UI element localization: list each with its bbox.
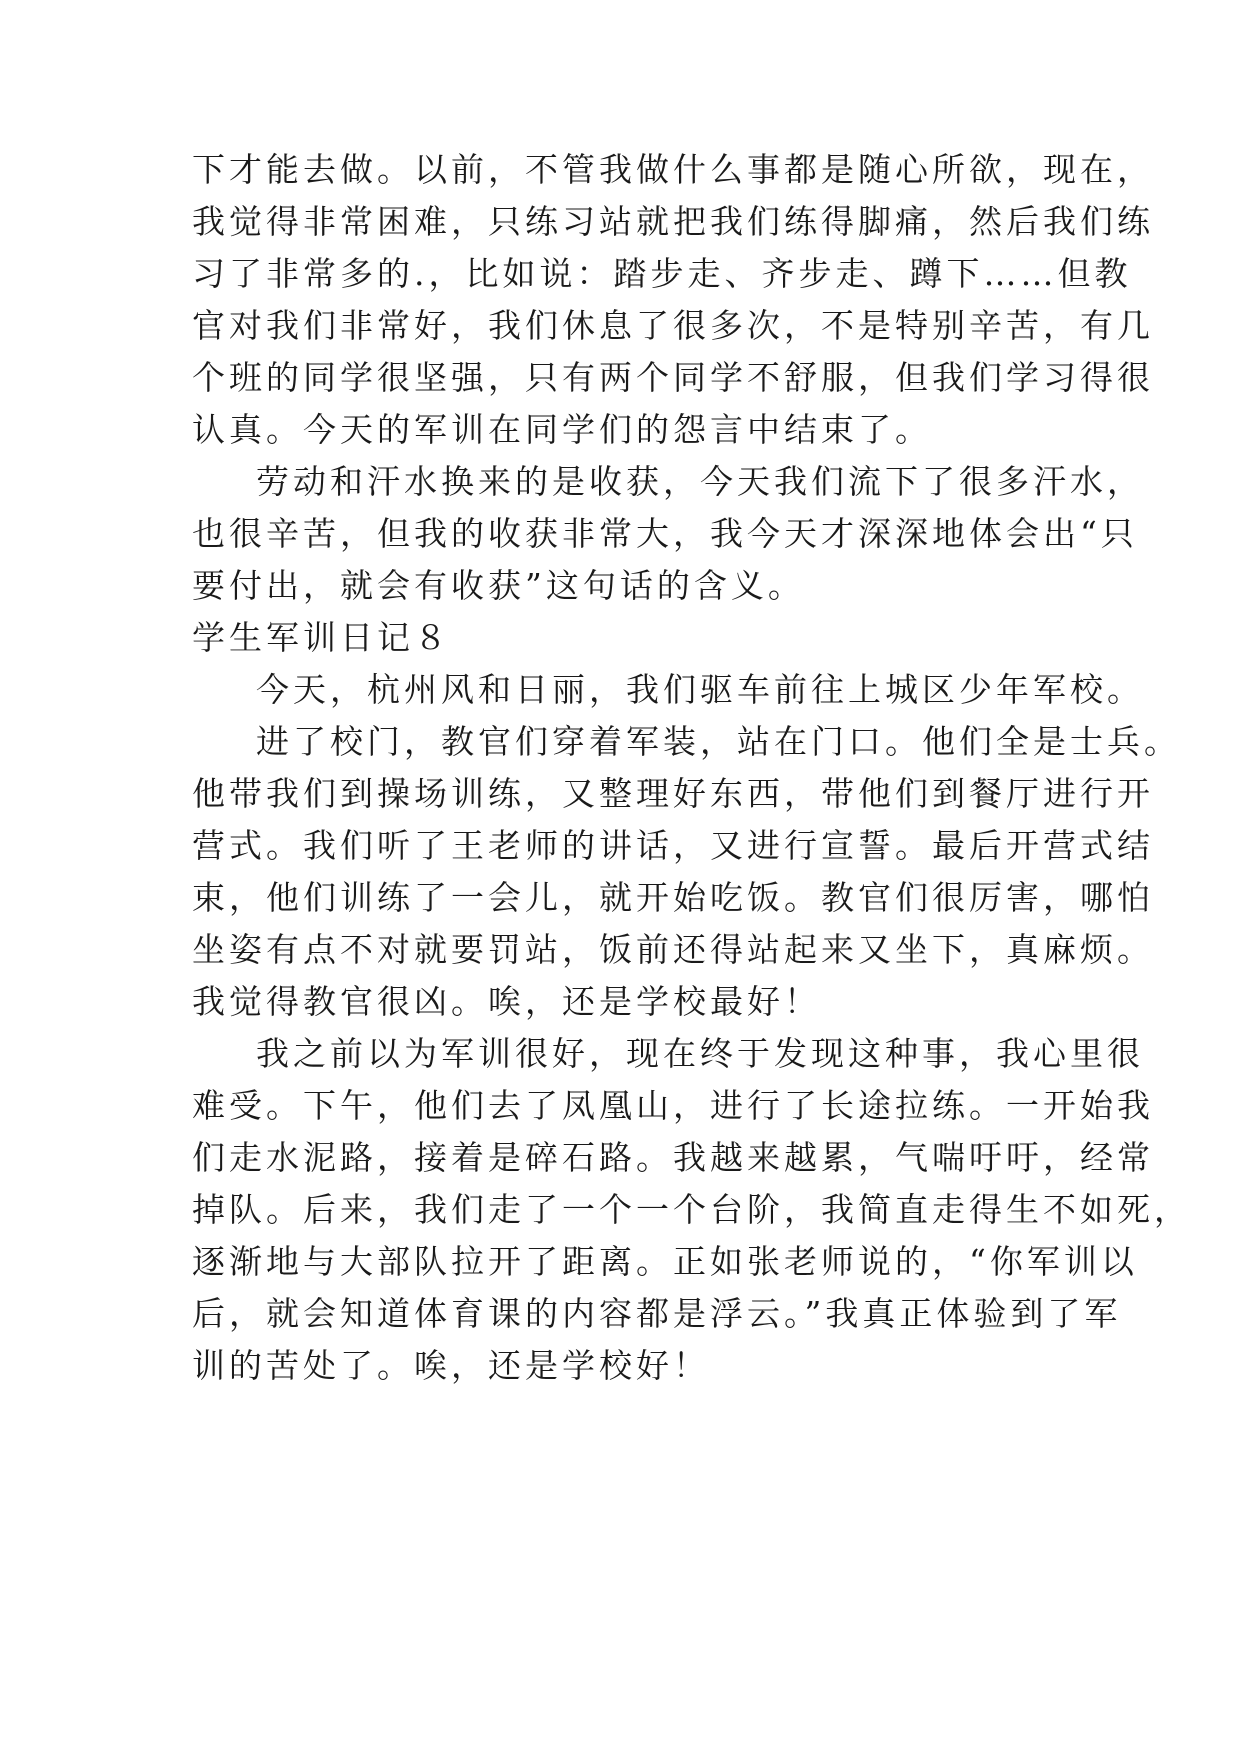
text-line: 逐渐地与大部队拉开了距离。正如张老师说的，“你军训以 bbox=[192, 1242, 1138, 1281]
text-line: 认真。今天的军训在同学们的怨言中结束了。 bbox=[192, 410, 932, 449]
text-line: 难受。下午，他们去了凤凰山，进行了长途拉练。一开始我 bbox=[192, 1086, 1154, 1125]
text-line: 习了非常多的.，比如说：踏步走、齐步走、蹲下……但教 bbox=[192, 254, 1132, 293]
text-line: 营式。我们听了王老师的讲话，又进行宣誓。最后开营式结 bbox=[192, 826, 1154, 865]
text-line: 官对我们非常好，我们休息了很多次，不是特别辛苦，有几 bbox=[192, 306, 1154, 345]
text-line: 后，就会知道体育课的内容都是浮云。”我真正体验到了军 bbox=[192, 1294, 1122, 1333]
section-heading: 学生军训日记８ bbox=[192, 618, 451, 657]
paragraph-first-line: 今天，杭州风和日丽，我们驱车前往上城区少年军校。 bbox=[256, 670, 1144, 709]
text-line: 坐姿有点不对就要罚站，饭前还得站起来又坐下，真麻烦。 bbox=[192, 930, 1154, 969]
text-line: 他带我们到操场训练，又整理好东西，带他们到餐厅进行开 bbox=[192, 774, 1154, 813]
text-line: 掉队。后来，我们走了一个一个台阶，我简直走得生不如死， bbox=[192, 1190, 1191, 1229]
paragraph-first-line: 我之前以为军训很好，现在终于发现这种事，我心里很 bbox=[256, 1034, 1144, 1073]
text-line: 训的苦处了。唉，还是学校好！ bbox=[192, 1346, 710, 1385]
text-line: 我觉得非常困难，只练习站就把我们练得脚痛，然后我们练 bbox=[192, 202, 1154, 241]
paragraph-first-line: 进了校门，教官们穿着军装，站在门口。他们全是士兵。 bbox=[256, 722, 1181, 761]
text-line: 束，他们训练了一会儿，就开始吃饭。教官们很厉害，哪怕 bbox=[192, 878, 1154, 917]
text-line: 个班的同学很坚强，只有两个同学不舒服，但我们学习得很 bbox=[192, 358, 1154, 397]
text-line: 们走水泥路，接着是碎石路。我越来越累，气喘吁吁，经常 bbox=[192, 1138, 1154, 1177]
text-line: 也很辛苦，但我的收获非常大，我今天才深深地体会出“只 bbox=[192, 514, 1138, 553]
text-line: 下才能去做。以前，不管我做什么事都是随心所欲，现在， bbox=[192, 150, 1154, 189]
paragraph-first-line: 劳动和汗水换来的是收获，今天我们流下了很多汗水， bbox=[256, 462, 1144, 501]
text-line: 要付出，就会有收获”这句话的含义。 bbox=[192, 566, 805, 605]
text-line: 我觉得教官很凶。唉，还是学校最好！ bbox=[192, 982, 821, 1021]
